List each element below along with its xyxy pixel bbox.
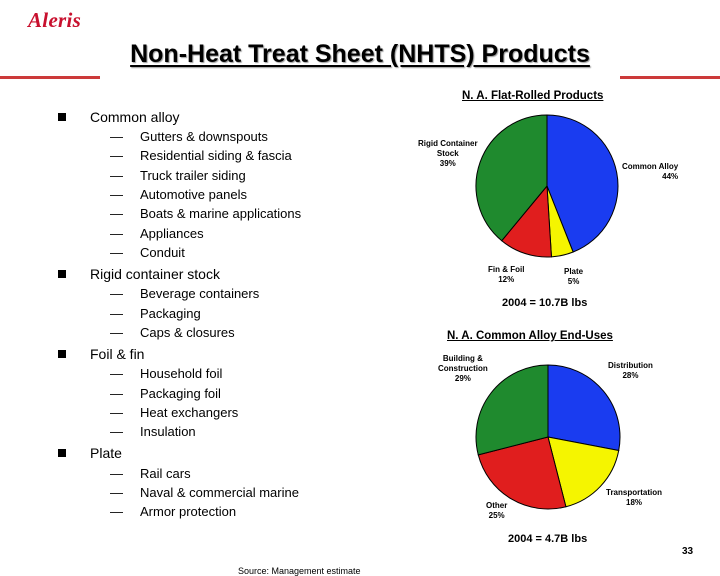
pie2-total: 2004 = 4.7B lbs — [508, 533, 588, 545]
sub-item-label: Rail cars — [140, 466, 191, 481]
dash-icon: — — [110, 386, 123, 401]
dash-icon: — — [110, 306, 123, 321]
sub-item-label: Automotive panels — [140, 187, 247, 202]
pie1-label-rigid-container-stock — [418, 139, 478, 169]
chart-title-flat-rolled: N. A. Flat-Rolled Products — [462, 90, 604, 102]
dash-icon: — — [110, 148, 123, 163]
bullet-label: Foil & fin — [90, 346, 145, 362]
dash-icon: — — [110, 129, 123, 144]
pie1-label-pct: 39% — [439, 159, 456, 168]
sub-item-label: Packaging — [140, 306, 201, 321]
dash-icon: — — [110, 504, 123, 519]
pie1-label-pct: 12% — [498, 275, 515, 284]
dash-icon: — — [110, 466, 123, 481]
dash-icon: — — [110, 226, 123, 241]
sub-item-label: Packaging foil — [140, 386, 221, 401]
sub-item-label: Beverage containers — [140, 286, 260, 301]
sub-item-label: Appliances — [140, 226, 204, 241]
pie1-label-line: Plate — [564, 267, 584, 276]
sub-item-label: Truck trailer siding — [140, 168, 246, 183]
sub-item-label: Armor protection — [140, 504, 237, 519]
dash-icon: — — [110, 485, 123, 500]
pie1-label-line: Common Alloy — [622, 162, 679, 171]
pie2-label-pct: 18% — [626, 498, 643, 507]
dash-icon: — — [110, 405, 123, 420]
pie2-label-building-construction — [438, 354, 488, 384]
sub-item-label: Residential siding & fascia — [140, 148, 292, 163]
pie1-label-pct: 5% — [567, 277, 580, 286]
slide-title: Non-Heat Treat Sheet (NHTS) Products — [130, 40, 590, 68]
dash-icon: — — [110, 187, 123, 202]
sub-item-label: Heat exchangers — [140, 405, 239, 420]
pie2-label-line: Other — [486, 501, 508, 510]
pie2-label-line: Building & — [442, 354, 483, 363]
bullet-label: Common alloy — [90, 109, 180, 125]
pie1-label-plate — [564, 267, 583, 287]
sub-item-label: Insulation — [140, 424, 196, 439]
bullet-label: Rigid container stock — [90, 266, 220, 282]
pie1-total: 2004 = 10.7B lbs — [502, 297, 588, 309]
sub-item-label: Household foil — [140, 366, 223, 381]
sub-item-label: Caps & closures — [140, 325, 235, 340]
pie2-label-transportation — [606, 488, 662, 508]
pie2-label-pct: 29% — [454, 374, 471, 383]
source-note: Source: Management estimate — [238, 566, 361, 576]
chart-title-common-alloy-end-uses: N. A. Common Alloy End-Uses — [447, 330, 613, 342]
pie1-label-line: Stock — [436, 149, 459, 158]
dash-icon: — — [110, 168, 123, 183]
pie2-label-line: Construction — [438, 364, 488, 373]
pie1-label-common-alloy — [622, 162, 678, 182]
pie2-label-other — [486, 501, 507, 521]
dash-icon: — — [110, 245, 123, 260]
pie1-label-fin-foil — [488, 265, 524, 285]
bullet-label: Plate — [90, 445, 122, 461]
aleris-logo: Aleris — [28, 8, 82, 32]
sub-item-label: Gutters & downspouts — [140, 129, 268, 144]
dash-icon: — — [110, 206, 123, 221]
pie2-label-line: Distribution — [608, 361, 653, 370]
pie2-label-pct: 28% — [622, 371, 639, 380]
dash-icon: — — [110, 366, 123, 381]
pie1-label-line: Fin & Foil — [488, 265, 525, 274]
pie2-label-line: Transportation — [606, 488, 663, 497]
pie1-label-line: Rigid Container — [418, 139, 478, 148]
sub-item-label: Boats & marine applications — [140, 206, 302, 221]
sub-item-label: Conduit — [140, 245, 185, 260]
pie1-label-pct: 44% — [662, 172, 679, 181]
pie2-label-distribution — [608, 361, 653, 381]
dash-icon: — — [110, 325, 123, 340]
dash-icon: — — [110, 424, 123, 439]
dash-icon: — — [110, 286, 123, 301]
sub-item-label: Naval & commercial marine — [140, 485, 299, 500]
page-number: 33 — [682, 546, 694, 557]
pie2-label-pct: 25% — [488, 511, 505, 520]
